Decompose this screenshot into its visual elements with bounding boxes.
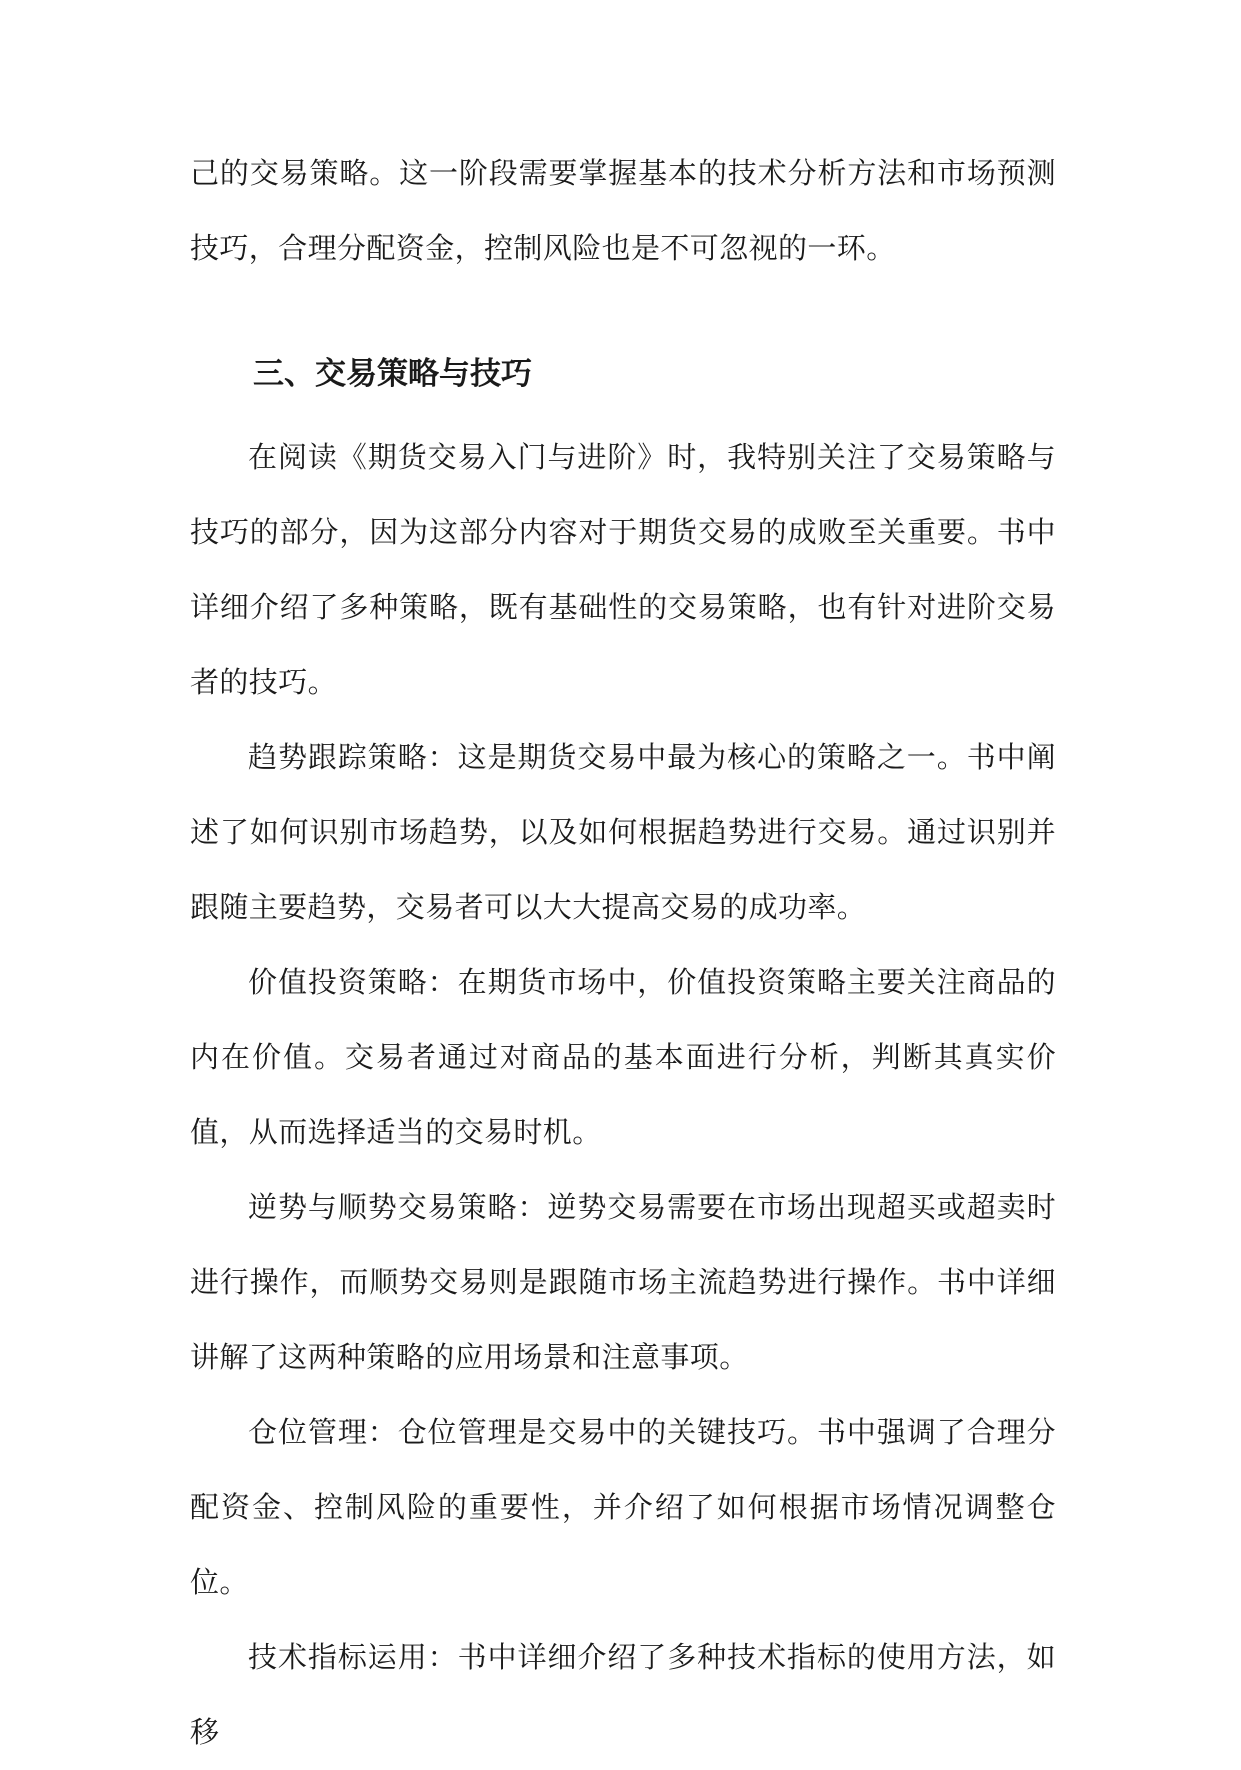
paragraph-technical-indicators: 技术指标运用：书中详细介绍了多种技术指标的使用方法，如移 xyxy=(190,1640,1056,1749)
paragraph-value-investing: 价值投资策略：在期货市场中，价值投资策略主要关注商品的内在价值。交易者通过对商品的基本面进行分析，判断其真实价值，从而选择适当的交易时机。 xyxy=(190,965,1056,1149)
document-page xyxy=(190,0,1056,1754)
paragraph-position-management: 仓位管理：仓位管理是交易中的关键技巧。书中强调了合理分配资金、控制风险的重要性，并介绍了如何根据市场情况调整仓位。 xyxy=(190,1415,1056,1599)
paragraph-intro: 在阅读《期货交易入门与进阶》时，我特别关注了交易策略与技巧的部分，因为这部分内容对于期货交易的成败至关重要。书中详细介绍了多种策略，既有基础性的交易策略，也有针对进阶交易者的技巧。 xyxy=(190,440,1056,699)
paragraph-trend-following: 趋势跟踪策略：这是期货交易中最为核心的策略之一。书中阐述了如何识别市场趋势，以及如何根据趋势进行交易。通过识别并跟随主要趋势，交易者可以大大提高交易的成功率。 xyxy=(190,740,1056,924)
paragraph-contrarian-trend: 逆势与顺势交易策略：逆势交易需要在市场出现超买或超卖时进行操作，而顺势交易则是跟随市场主流趋势进行操作。书中详细讲解了这两种策略的应用场景和注意事项。 xyxy=(190,1190,1056,1374)
section-heading: 三、交易策略与技巧 xyxy=(253,356,532,392)
continuation-paragraph: 己的交易策略。这一阶段需要掌握基本的技术分析方法和市场预测技巧，合理分配资金，控制风险也是不可忽视的一环。 xyxy=(190,156,1056,265)
